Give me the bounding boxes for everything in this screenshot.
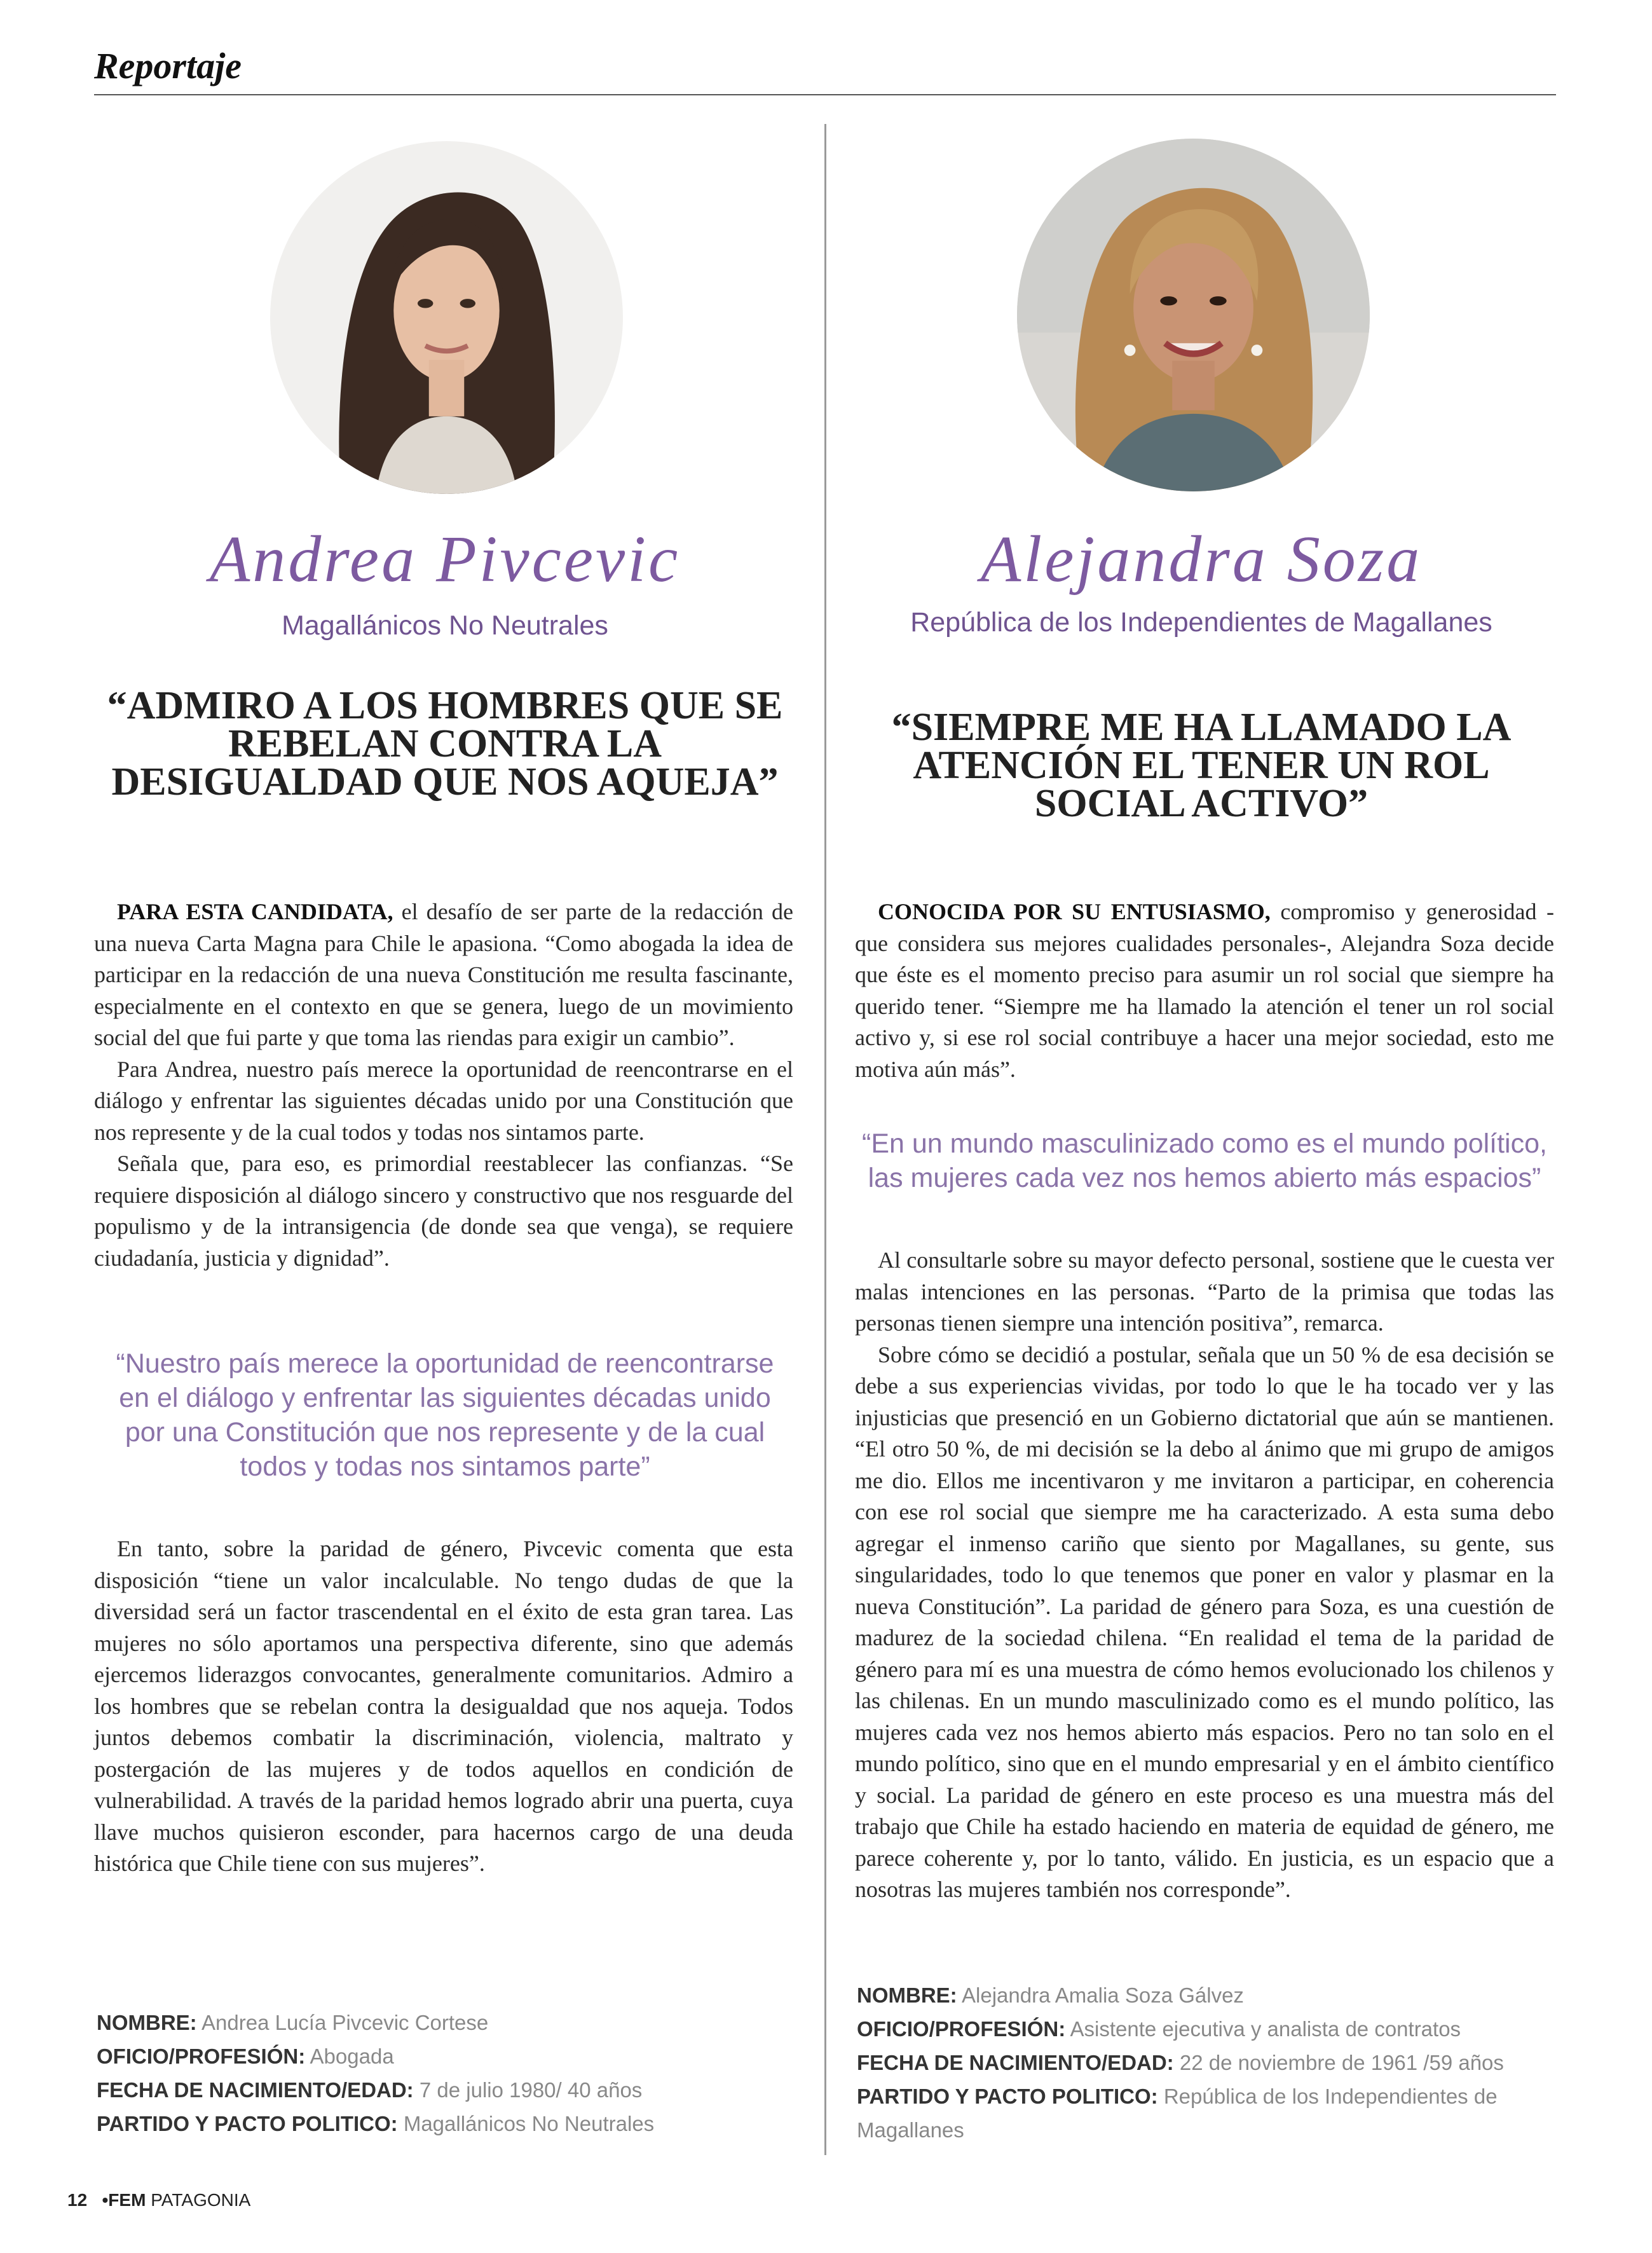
page-footer	[67, 2190, 250, 2210]
section-label: Reportaje	[94, 45, 242, 86]
pullquote-alejandra: “En un mundo masculinizado como es el mundo político, las mujeres cada vez nos hemos abierto más espacios”	[862, 1128, 1547, 1193]
fact-row: OFICIO/PROFESIÓN: Asistente ejecutiva y analista de contratos	[857, 2017, 1461, 2041]
paragraph: En tanto, sobre la paridad de género, Pivcevic comenta que esta disposición “tiene un valor incalculable. No tengo dudas de que la diversidad será un factor trascendental en el éxito de esta gran tarea. Las mujeres no sólo aportamos una perspectiva diferente, sino que además ejercemos liderazgos convocantes, generalmente comunitarios. Admiro a los hombres que se rebelan contra la desigualdad que nos aqueja. Todos juntos debemos combatir la discriminación, violencia, maltrato y postergación de las mujeres y de todos aquellos en condición de vulnerabilidad. A través de la paridad hemos logrado abrir una puerta, cuya llave muchos quisieron esconder, para hacernos cargo de una deuda histórica que Chile tiene con sus mujeres”.	[94, 1536, 793, 1876]
party-alejandra: República de los Independientes de Magallanes	[910, 607, 1492, 638]
signature-alejandra: Alejandra Soza	[980, 523, 1423, 596]
article-alejandra-bottom	[855, 1245, 1554, 1906]
top-rule	[94, 94, 1556, 95]
fact-row: FECHA DE NACIMIENTO/EDAD: 22 de noviembre de 1961 /59 años	[857, 2051, 1504, 2074]
headline-alejandra: “SIEMPRE ME HA LLAMADO LA ATENCIÓN EL TENER UN ROL SOCIAL ACTIVO”	[891, 706, 1512, 825]
fact-row: NOMBRE: Andrea Lucía Pivcevic Cortese	[97, 2011, 489, 2034]
page-number: 12	[67, 2190, 88, 2210]
party-andrea: Magallánicos No Neutrales	[282, 610, 608, 641]
fact-row: PARTIDO Y PACTO POLITICO: Magallánicos No Neutrales	[97, 2112, 655, 2135]
paragraph: el desafío de ser parte de la redacción de una nueva Carta Magna para Chile le apasiona. “Como abogada la idea de participar en la redacción de una nueva Constitución me resulta fascinante, especialmente en el contexto en que se genera, luego de un movimiento social del que fui parte y que toma las riendas para exigir un cambio”.	[94, 899, 793, 1050]
article-alejandra-top	[855, 896, 1554, 1085]
fact-row: FECHA DE NACIMIENTO/EDAD: 7 de julio 1980/ 40 años	[97, 2078, 643, 2102]
portrait-andrea	[270, 141, 623, 494]
portrait-alejandra	[1017, 139, 1370, 491]
pullquote-andrea: “Nuestro país merece la oportunidad de reencontrarse en el diálogo y enfrentar las siguientes décadas unido por una Constitución que nos represente y de la cual todos y todas nos sintamos parte”	[116, 1348, 774, 1482]
article-andrea-top	[94, 896, 793, 1274]
fact-row: NOMBRE: Alejandra Amalia Soza Gálvez	[857, 1983, 1244, 2007]
lead-andrea: PARA ESTA CANDIDATA,	[117, 899, 393, 924]
fact-row: PARTIDO Y PACTO POLITICO: República de los Independientes de Magallanes	[857, 2085, 1498, 2142]
paragraph: Al consultarle sobre su mayor defecto personal, sostiene que le cuesta ver malas intenciones en las personas. “Parto de la primisa que todas las personas tienen siempre una intención positiva”, remarca.	[855, 1247, 1554, 1336]
paragraph: Para Andrea, nuestro país merece la oportunidad de reencontrarse en el diálogo y enfrentar las siguientes décadas unido por una Constitución que nos represente y de la cual todos y todas nos sintamos parte.	[94, 1056, 793, 1145]
column-divider	[824, 124, 826, 2155]
signature-andrea: Andrea Pivcevic	[209, 523, 681, 596]
fact-row: OFICIO/PROFESIÓN: Abogada	[97, 2044, 394, 2068]
paragraph: compromiso y generosidad - que considera sus mejores cualidades personales-, Alejandra Soza decide que éste es el momento preciso para asumir un rol social que siempre ha querido tener. “Siempre me ha llamado la atención el tener un rol social activo y, si ese rol social contribuye a hacer una mejor sociedad, esto me motiva aún más”.	[855, 899, 1555, 1082]
headline-andrea: “ADMIRO A LOS HOMBRES QUE SE REBELAN CONTRA LA DESIGUALDAD QUE NOS AQUEJA”	[107, 684, 783, 804]
facts-andrea	[97, 2006, 809, 2140]
brand-mark: •FEM	[102, 2190, 146, 2210]
paragraph: Señala que, para eso, es primordial reestablecer las confianzas. “Se requiere disposición al diálogo sincero y constructivo que nos resguarde del populismo y de la intransigencia (de donde sea que venga), se requiere ciudadanía, justicia y dignidad”.	[94, 1151, 793, 1271]
paragraph: Sobre cómo se decidió a postular, señala que un 50 % de esa decisión se debe a sus experiencias vividas, por todo lo que le ha tocado ver y las injusticias que presenció en un Gobierno dictatorial que aún se mantienen. “El otro 50 %, de mi decisión se la debo al ánimo que mi grupo de amigos me dio. Ellos me incentivaron y me invitaron a participar, en coherencia con ese rol social que siempre me ha caracterizado. A esta suma debo agregar el inmenso cariño que siento por Magallanes, su gente, sus singularidades, todo lo que tenemos que poner en valor y plasmar en la nueva Constitución”. La paridad de género para Soza, es una cuestión de madurez de la sociedad chilena. “En realidad el tema de la paridad de género para mí es una muestra de cómo hemos evolucionado los chilenos y las chilenas. En un mundo masculinizado como es el mundo político, las mujeres cada vez nos hemos abierto más espacios. Pero no tan solo en el mundo político, sino que en el mundo empresarial y en el ámbito científico y social. La paridad de género en este proceso es una muestra más del trabajo que Chile ha estado haciendo en materia de equidad de género, me parece coherente y, por lo tanto, válido. En justicia, es un espacio que a nosotras las mujeres también nos corresponde”.	[855, 1341, 1554, 1902]
brand-name: PATAGONIA	[151, 2190, 251, 2210]
lead-alejandra: CONOCIDA POR SU ENTUSIASMO,	[878, 899, 1271, 924]
facts-alejandra	[857, 1978, 1556, 2147]
article-andrea-bottom	[94, 1533, 793, 1880]
